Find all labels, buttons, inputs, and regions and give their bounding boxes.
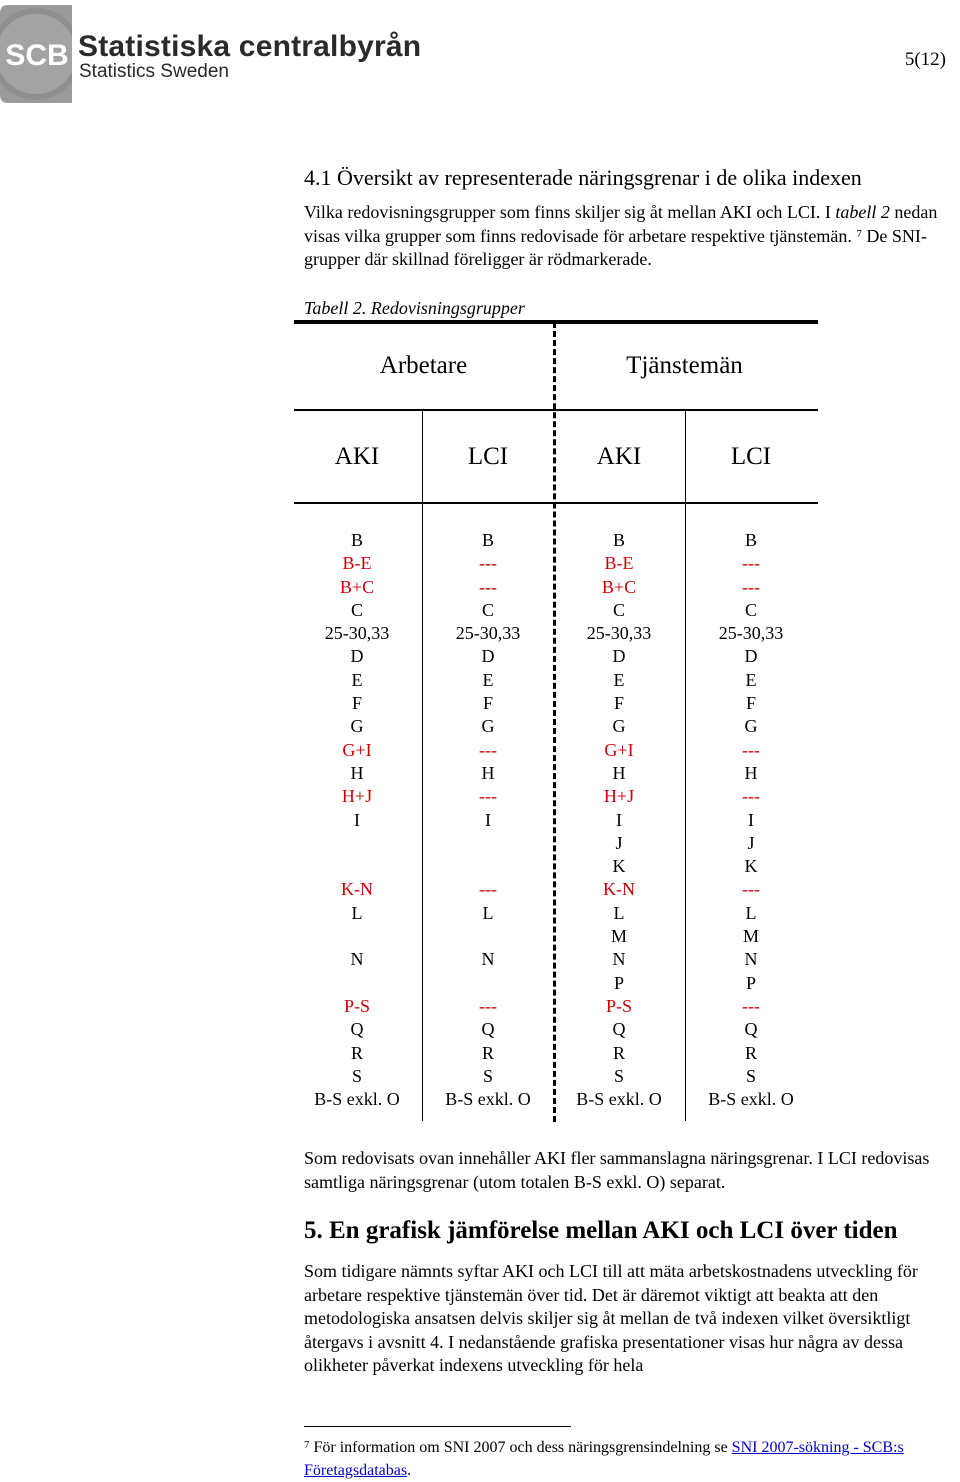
table-cell: --- (742, 553, 760, 574)
table-cell: B (744, 530, 757, 550)
scb-logo-icon (0, 3, 72, 103)
table-cell: 25-30,33 (455, 623, 521, 644)
table-cell: E (613, 669, 625, 690)
table-cell: G (481, 716, 495, 737)
footnote-ref[interactable]: 7 (856, 227, 862, 240)
table-cell: P (745, 972, 756, 993)
table-cell: J (615, 832, 623, 853)
table-cell: K-N (341, 879, 373, 900)
table-cell: B-S exkl. O (314, 1089, 400, 1110)
table-cell (292, 855, 422, 878)
table-cell: I (748, 809, 754, 830)
table-cell: H+J (603, 786, 635, 807)
table-cell: --- (479, 576, 497, 597)
table-cell: --- (742, 786, 760, 807)
table-cell: K (744, 856, 758, 877)
table-cell: --- (742, 576, 760, 597)
footnote-link[interactable]: SNI 2007-sökning - SCB:s Företagsdatabas (304, 1439, 904, 1479)
table-caption: Tabell 2. Redovisningsgrupper (304, 298, 525, 318)
table-cell: N (612, 949, 626, 970)
column-header-tjanstemän-lci: LCI (730, 443, 772, 470)
page-number: 5(12) (904, 49, 946, 70)
table-cell: L (613, 902, 625, 923)
table-cell: B+C (601, 576, 637, 597)
brand-title: Statistiska centralbyrån (78, 30, 422, 63)
table-cell: 25-30,33 (586, 623, 652, 644)
table-cell: G+I (604, 739, 634, 760)
summary-paragraph: Som redovisats ovan innehåller AKI fler sammanslagna näringsgrenar. I LCI redovisas samtliga näringsgrenar (utom totalen B-S exkl. O) separat. (304, 1148, 930, 1192)
footnote-text: För information om SNI 2007 och dess näringsgrensindelning se (309, 1439, 732, 1456)
table-cell: C (612, 599, 625, 620)
table-cell: Q (350, 1019, 364, 1040)
table-cell: E (745, 669, 757, 690)
table-cell: Q (612, 1019, 626, 1040)
table-cell: B-S exkl. O (445, 1089, 531, 1110)
scb-logo (0, 3, 72, 103)
table-cell: H (612, 762, 626, 783)
table-cell: G (744, 716, 758, 737)
table-top-rule (294, 320, 818, 324)
table-cell: S (482, 1065, 493, 1086)
table-cell (423, 972, 553, 995)
table-cell: K (612, 856, 626, 877)
footnote-end: . (407, 1462, 412, 1479)
table-cell: E (482, 669, 494, 690)
table-cell: --- (742, 995, 760, 1016)
table-cell: C (481, 599, 494, 620)
table-cell: D (744, 646, 758, 667)
column-header-arbetare-lci: LCI (467, 443, 509, 470)
table-cell: 25-30,33 (718, 623, 784, 644)
column-tjanstemän-aki (554, 529, 684, 1111)
table-cell: J (747, 832, 755, 853)
table-cell: L (745, 902, 757, 923)
intro-text-2: nedan visas vilka grupper som finns redovisade för arbetare respektive tjänstemän. (304, 202, 938, 246)
section-5-heading: 5. En grafisk jämförelse mellan AKI och LCI över tiden (304, 1217, 898, 1244)
table-cell: C (744, 599, 757, 620)
table-cell: I (354, 809, 360, 830)
footnote-number: 7 (304, 1439, 310, 1451)
table-cell: Q (481, 1019, 495, 1040)
table-cell: --- (479, 879, 497, 900)
table-cell (423, 832, 553, 855)
table-cell (292, 832, 422, 855)
table-cell: D (481, 646, 495, 667)
table-cell: N (744, 949, 758, 970)
table-cell: G+I (342, 739, 372, 760)
table-cell: E (351, 669, 363, 690)
table-cell (423, 925, 553, 948)
table-cell (423, 855, 553, 878)
table-cell: S (613, 1065, 624, 1086)
table-cell: N (350, 949, 364, 970)
table-cell: F (745, 693, 756, 714)
table-cell: 25-30,33 (324, 623, 390, 644)
table-cell: R (481, 1042, 494, 1063)
table-cell: C (350, 599, 363, 620)
table-cell: B-S exkl. O (708, 1089, 794, 1110)
intro-text: Vilka redovisningsgrupper som finns skiljer sig åt mellan AKI och LCI. I (304, 202, 836, 222)
table-cell (292, 925, 422, 948)
table-cell: G (350, 716, 364, 737)
table-cell: H (350, 762, 364, 783)
table-cell: I (616, 809, 622, 830)
table-cell: B (612, 530, 625, 550)
table-cell: N (481, 949, 495, 970)
table-cell: S (745, 1065, 756, 1086)
table-cell: D (350, 646, 364, 667)
table-cell: L (482, 902, 494, 923)
footnote (304, 1436, 954, 1482)
column-tjanstemän-lci (686, 529, 816, 1111)
group-header-arbetare: Arbetare (379, 352, 468, 379)
table-cell: H (744, 762, 758, 783)
table-cell: M (610, 926, 627, 947)
table-cell: B-E (342, 553, 372, 574)
table-cell: F (613, 693, 624, 714)
footnote-rule (304, 1426, 571, 1427)
table-cell: L (351, 902, 363, 923)
table-cell: I (485, 809, 491, 830)
table-cell: K-N (603, 879, 635, 900)
table-cell: M (742, 926, 759, 947)
table-cell: --- (742, 739, 760, 760)
table-cell: --- (479, 995, 497, 1016)
intro-text-3: De SNI-grupper där skillnad föreligger är rödmarkerade. (304, 225, 927, 269)
section-5-paragraph: Som tidigare nämnts syftar AKI och LCI till att mäta arbetskostnadens utveckling för arbetare respektive tjänstemän över tid. Det är däremot viktigt att beakta att den metodologiska ansatsen delvis skiljer sig åt mellan de två indexen vilket översiktligt återgavs i avsnitt 4. I nedanstående grafiska presentationer visas hur några av dessa olikheter påverkat indexens utveckling för hela (304, 1261, 918, 1375)
table-cell: H (481, 762, 495, 783)
column-arbetare-aki (292, 529, 422, 1111)
table-cell: P (613, 972, 624, 993)
table-cell: R (612, 1042, 625, 1063)
table-cell: S (351, 1065, 362, 1086)
table-cell: B-S exkl. O (576, 1089, 662, 1110)
column-header-arbetare-aki: AKI (334, 443, 380, 470)
table-cell: P-S (343, 995, 370, 1016)
table-header-rule (294, 502, 818, 504)
table-cell: --- (479, 786, 497, 807)
logo-text: SCB (5, 39, 69, 72)
table-cell: --- (479, 739, 497, 760)
table-cell: B (481, 530, 494, 550)
group-header-tjanstemän: Tjänstemän (626, 352, 743, 379)
table-cell: --- (742, 879, 760, 900)
section-heading: 4.1 Översikt av representerade näringsgrenar i de olika indexen (304, 165, 862, 190)
table-cell: R (350, 1042, 363, 1063)
table-cell: B+C (339, 576, 375, 597)
table-group-rule (294, 409, 818, 411)
brand-subtitle: Statistics Sweden (79, 61, 229, 82)
table-cell (292, 972, 422, 995)
table-cell: Q (744, 1019, 758, 1040)
table-cell: --- (479, 553, 497, 574)
table-cell: H+J (341, 786, 373, 807)
column-header-tjanstemän-aki: AKI (596, 443, 642, 470)
table-cell: R (744, 1042, 757, 1063)
table-cell: F (482, 693, 493, 714)
table-cell: P-S (605, 995, 632, 1016)
table-cell: B-E (604, 553, 634, 574)
intro-paragraph (304, 201, 954, 272)
table-cell: F (351, 693, 362, 714)
table-cell: B (350, 530, 363, 550)
table-reference: tabell 2 (835, 202, 890, 222)
table-cell: G (612, 716, 626, 737)
table-cell: D (612, 646, 626, 667)
column-arbetare-lci (423, 529, 553, 1111)
